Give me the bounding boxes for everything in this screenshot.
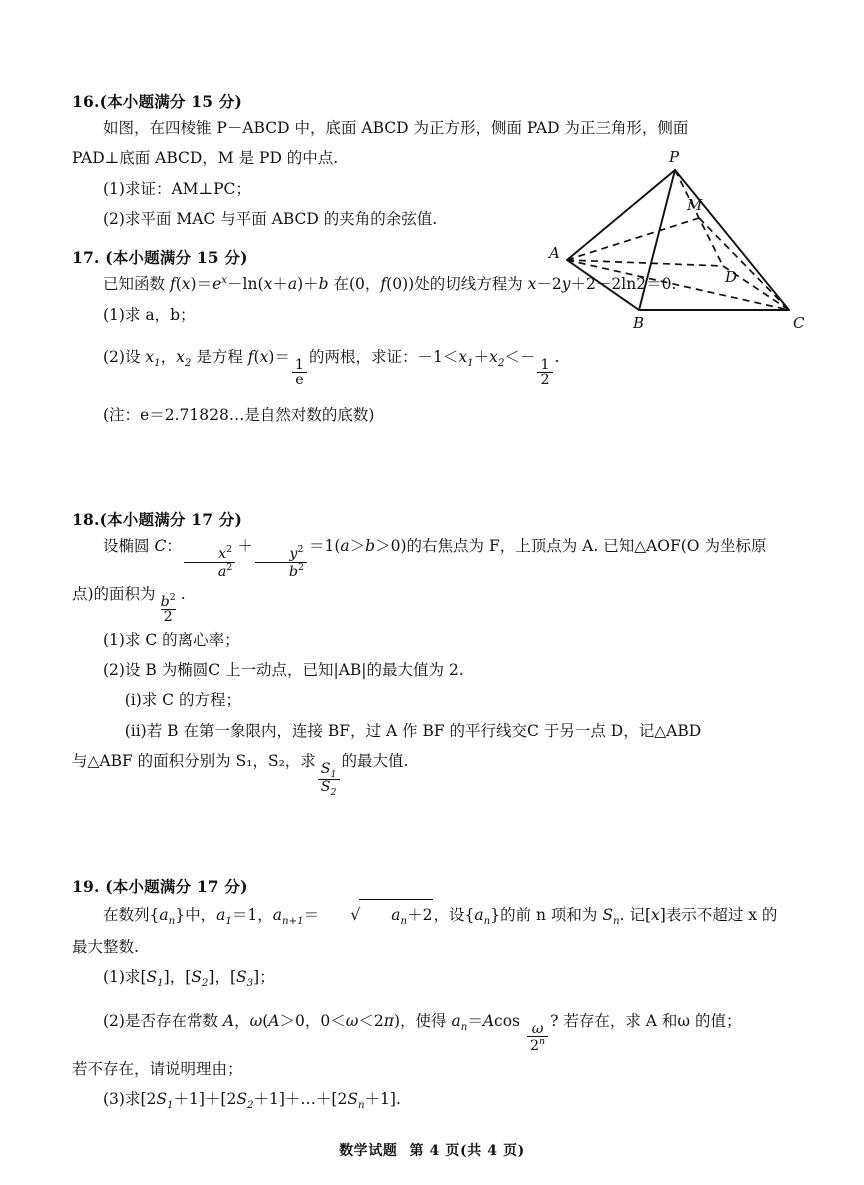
problem-19-score: (本小题满分 17 分) (105, 877, 248, 897)
figure-label-B: B (633, 314, 645, 332)
problem-16-heading (72, 90, 784, 113)
problem-16-part-2: (2)求平面 MAC 与平面 ABCD 的夹角的余弦值. (103, 209, 438, 228)
p18-ii-tail-lead: 与△ABF 的面积分别为 S₁，S₂，求 (72, 751, 316, 770)
p18-lead: 设椭圆 (103, 537, 150, 556)
problem-17-score: (本小题满分 15 分) (105, 248, 248, 268)
problem-17-part-1: (1)求 a，b； (103, 305, 196, 324)
problem-18-part-2: (2)设 B 为椭圆C 上一动点，已知|AB|的最大值为 2. (103, 661, 464, 680)
p18-ii-tail-end: 的最大值. (341, 751, 409, 770)
p19-mid3: 表示不超过 x 的 (665, 905, 778, 924)
problem-18-stem-line2: 点)的面积为 $\frac{b^2}{2}$ . (72, 584, 186, 626)
problem-17-part-2: (2)设 $x_1$，$x_2$ 是方程 f(x)＝ $\frac{1}{e}$ 的两根，求证：$-1<x_1+x_2<-$ $\frac{1}{2}$ . (103, 347, 560, 389)
figure-label-P: P (669, 148, 680, 166)
problem-19-part-2-tail: 若不存在，请说明理由； (72, 1059, 243, 1078)
p19-part2-mid: ，使得 (400, 1012, 447, 1030)
problem-18-part-1: (1)求 C 的离心率； (103, 630, 240, 649)
problem-17-note: (注：e＝2.71828…是自然对数的底数) (103, 405, 375, 424)
figure-label-M: M (687, 196, 703, 214)
p19-part2-lead: (2)是否存在常数 (103, 1012, 218, 1030)
problem-16-stem-line2: PAD⊥底面 ABCD，M 是 PD 的中点. (72, 149, 339, 168)
problem-19-part-3: (3)求$[2S_1+1]+[2S_2+1]+\dots+[2S_n+1]$. (103, 1089, 401, 1111)
p19-part2-tail: ? 若存在，求 A 和ω 的值； (550, 1012, 742, 1030)
figure-label-D: D (725, 268, 738, 286)
problem-16-part-1: (1)求证：AM⊥PC； (103, 179, 251, 198)
problem-19-stem-line2: 最大整数. (72, 937, 139, 956)
problem-18-part-2ii-tail: 与△ABF 的面积分别为 S₁，S₂，求 $\frac{S_1}{S_2}$ 的最大值. (72, 751, 409, 798)
problem-17-heading (72, 246, 784, 269)
problem-16-score: (本小题满分 15 分) (99, 92, 243, 111)
problem-18-score: (本小题满分 17 分) (99, 509, 243, 529)
page-content (72, 90, 805, 1116)
problem-19-part-1: (1)求$[S_1]$，$[S_2]$，$[S_3]$； (103, 967, 275, 990)
figure-label-C: C (793, 314, 805, 332)
p19-mid2: 记 (629, 905, 645, 924)
problem-19-part-2: (2)是否存在常数 A，ω(A＞0，0＜ω＜2π)，使得 $a_n=Acos$ $\frac{\omega}{2^n}$ ? 若存在，求 A 和ω 的值； (103, 1012, 742, 1055)
problem-17 (72, 246, 784, 430)
problem-16-number: 16. (72, 92, 100, 111)
problem-18-part-2i: (i)求 C 的方程； (124, 691, 241, 710)
problem-19-stem-line1: 在数列$\{a_n\}$中，$a_1=1$，$a_{n+1}=$ √ $a_n+2$，设$\{a_n\}$的前 n 项和为 $S_n$. 记[x]表示不超过 x 的 (72, 899, 784, 932)
figure-label-A: A (549, 244, 560, 262)
p17-stem-tail: 处的切线方程为 (414, 275, 523, 294)
problem-18 (72, 508, 784, 797)
page-footer (0, 1140, 864, 1160)
problem-18-stem-line1: 设椭圆 C： $\frac{x^2}{a^2}$ ＋ $\frac{y^2}{b^2}$ ＝1(a＞b＞0)的右焦点为 F，上顶点为 A. 已知△AOF(O 为坐标原 (103, 537, 767, 580)
p19-lead: 在数列 (103, 905, 150, 924)
problem-19-number: 19. (72, 877, 100, 897)
problem-17-stem: 已知函数 $f(x)=e^x-\ln(x+a)+b$ 在(0，f(0))处的切线方程为 x－2y＋2－2ln2＝0. (103, 275, 677, 294)
footer-title: 数学试题 (339, 1143, 398, 1159)
problem-16-stem-line1: 如图，在四棱锥 P－ABCD 中，底面 ABCD 为正方形，侧面 PAD 为正三角形，侧面 (103, 119, 689, 138)
problem-18-heading (72, 508, 784, 531)
p17-stem-lead: 已知函数 (103, 275, 166, 294)
footer-page-number: 第 4 页(共 4 页) (409, 1143, 525, 1159)
p18-line2-lead: 点)的面积为 (72, 584, 156, 603)
p18-mid: 的右焦点为 F，上顶点为 A. 已知△AOF(O 为坐标原 (406, 537, 767, 556)
p19-mid: 的前 n 项和为 (500, 905, 598, 924)
problem-17-number: 17. (72, 248, 100, 268)
problem-19-heading (72, 875, 784, 898)
problem-18-part-2ii: (ii)若 B 在第一象限内，连接 BF，过 A 作 BF 的平行线交C 于另一点 D，记△ABD (124, 721, 702, 740)
problem-19 (72, 875, 784, 1116)
problem-18-number: 18. (72, 509, 100, 529)
